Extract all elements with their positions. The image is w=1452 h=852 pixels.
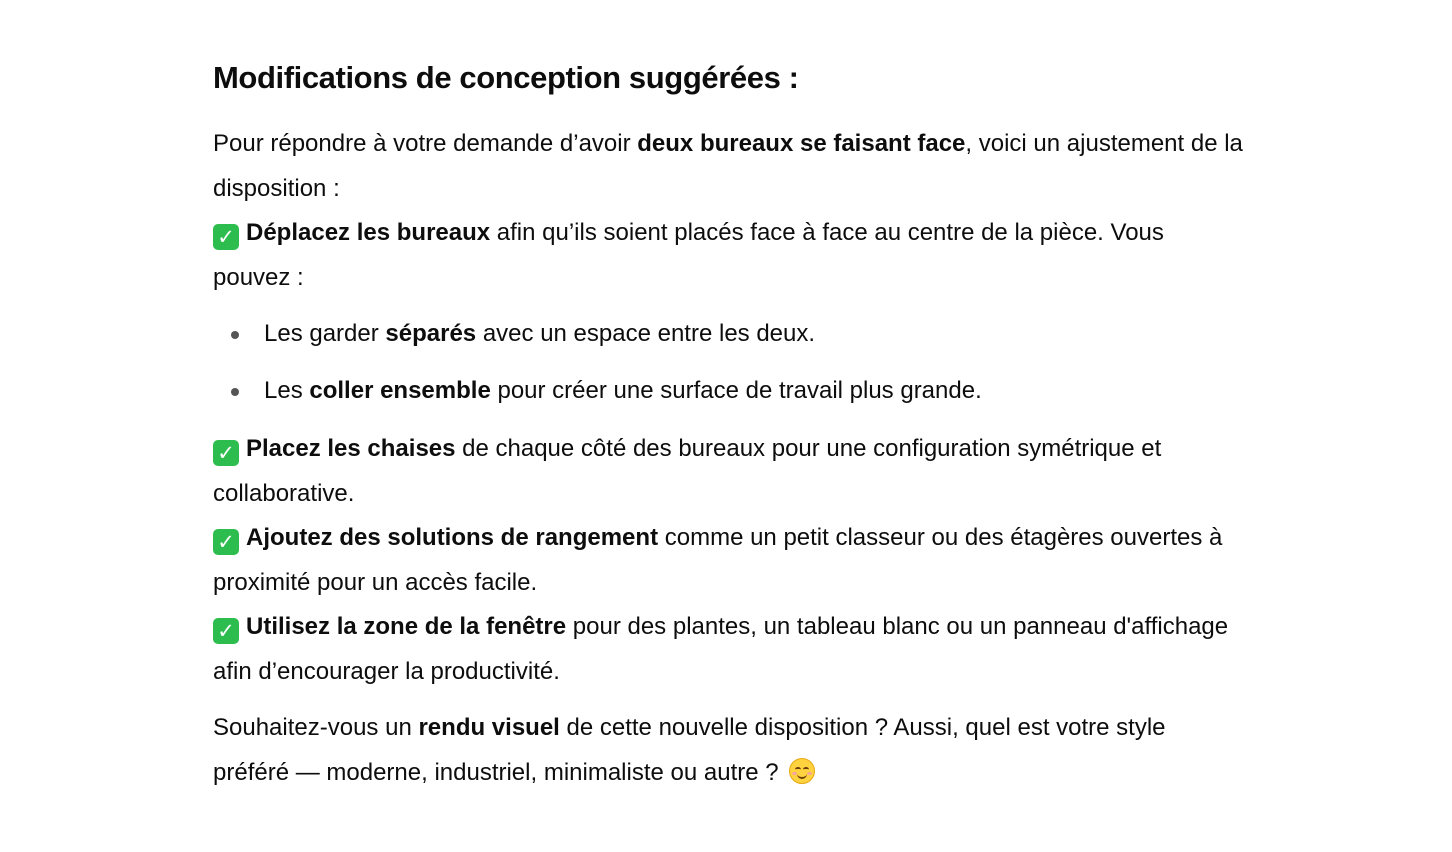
check-item-text: comme un petit classeur ou des étagères ouvertes à proximité pour un accès facile. xyxy=(213,524,1223,596)
check-mark-icon: ✓ xyxy=(213,529,239,555)
check-item-text: pour des plantes, un tableau blanc ou un panneau d'affichage afin d’encourager la productivité. xyxy=(213,613,1229,685)
smiling-face-icon xyxy=(789,758,815,784)
check-mark-icon: ✓ xyxy=(213,224,239,250)
intro-paragraph xyxy=(213,122,1243,211)
list-item xyxy=(264,369,1243,413)
list-item-bold: séparés xyxy=(385,320,477,347)
check-item-text: afin qu’ils soient placés face à face au centre de la pièce. Vous pouvez : xyxy=(213,219,1164,291)
check-item xyxy=(213,427,1243,516)
check-item-bold: Placez les chaises xyxy=(246,435,456,462)
list-item-text-end: pour créer une surface de travail plus grande. xyxy=(490,377,982,404)
list-item xyxy=(264,312,1243,356)
check-item-bold: Ajoutez des solutions de rangement xyxy=(246,524,659,551)
option-list xyxy=(213,312,1243,413)
intro-bold: deux bureaux se faisant face xyxy=(637,130,966,157)
section-heading: Modifications de conception suggérées : xyxy=(213,60,799,95)
check-item-bold: Utilisez la zone de la fenêtre xyxy=(246,613,567,640)
message-content xyxy=(213,56,1243,795)
check-mark-icon: ✓ xyxy=(213,440,239,466)
list-item-text: Les xyxy=(264,377,310,404)
check-mark-icon: ✓ xyxy=(213,618,239,644)
intro-text: Pour répondre à votre demande d’avoir xyxy=(213,130,638,157)
bullet-icon xyxy=(231,331,239,339)
closing-text: Souhaitez-vous un xyxy=(213,714,419,741)
intro-text-end: , voici un ajustement de la disposition : xyxy=(213,130,1243,202)
closing-paragraph xyxy=(213,706,1243,795)
closing-text-end: de cette nouvelle disposition ? Aussi, quel est votre style préféré — moderne, industriel, minimaliste ou autre ? xyxy=(213,714,1166,786)
list-item-text-end: avec un espace entre les deux. xyxy=(476,320,816,347)
check-item xyxy=(213,605,1243,694)
check-item xyxy=(213,211,1243,300)
list-item-bold: coller ensemble xyxy=(309,377,491,404)
check-item xyxy=(213,516,1243,605)
closing-bold: rendu visuel xyxy=(418,714,560,741)
list-item-text: Les garder xyxy=(264,320,386,347)
bullet-icon xyxy=(231,388,239,396)
check-item-bold: Déplacez les bureaux xyxy=(246,219,491,246)
check-item-text: de chaque côté des bureaux pour une configuration symétrique et collaborative. xyxy=(213,435,1162,507)
